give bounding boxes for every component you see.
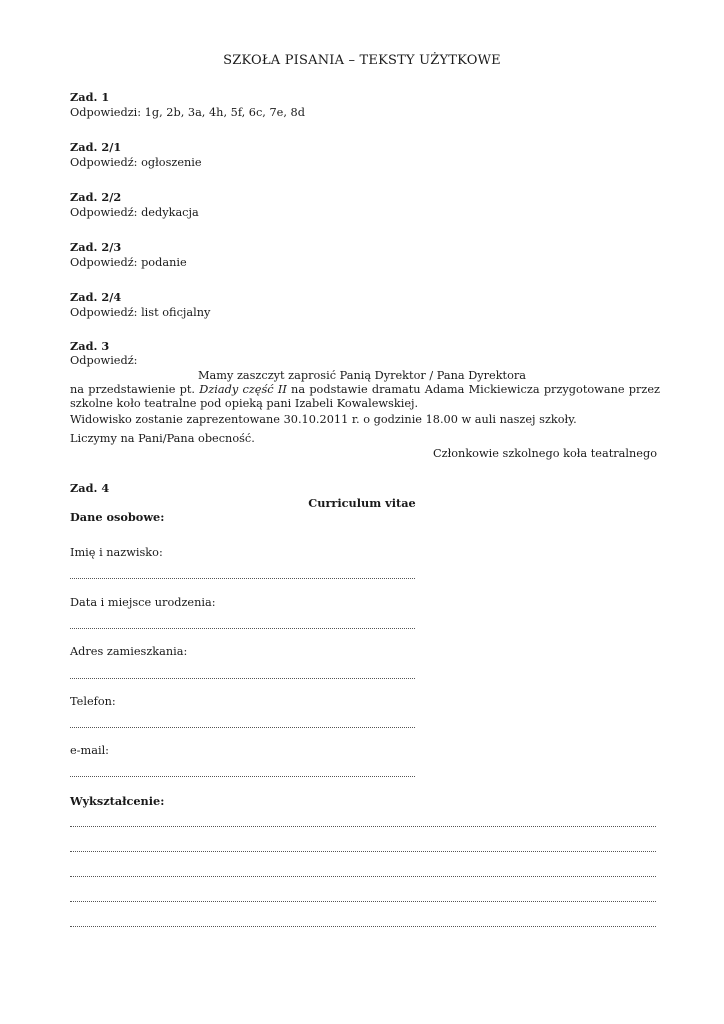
invitation-paragraph-after: na podstawie dramatu Adama Mickiewicza przygotowane przez szkolne koło teatralne pod opieką pani Izabeli Kowalewskiej. xyxy=(70,383,661,410)
invitation-paragraph-before: na przedstawienie pt. xyxy=(70,383,200,396)
cv-heading: Curriculum vitae xyxy=(308,496,416,510)
field-name-label: Imię i nazwisko: xyxy=(70,546,163,559)
section-personal-data: Dane osobowe: xyxy=(70,510,165,524)
field-phone-label: Telefon: xyxy=(70,695,116,708)
field-birth-line[interactable] xyxy=(70,628,415,629)
field-email-line[interactable] xyxy=(70,776,415,777)
task-2-2-answer: Odpowiedź: dedykacja xyxy=(70,206,199,219)
education-line[interactable] xyxy=(70,851,656,852)
field-address-line[interactable] xyxy=(70,678,415,679)
task-3-answer-label: Odpowiedź: xyxy=(70,354,138,367)
task-2-2-label: Zad. 2/2 xyxy=(70,190,122,204)
page-title: SZKOŁA PISANIA – TEKSTY UŻYTKOWE xyxy=(223,53,501,68)
field-phone-line[interactable] xyxy=(70,727,415,728)
invitation-heading: Mamy zaszczyt zaprosić Panią Dyrektor / Pana Dyrektora xyxy=(197,369,527,382)
task-1-answer: Odpowiedzi: 1g, 2b, 3a, 4h, 5f, 6c, 7e, 8d xyxy=(70,106,305,119)
invitation-closing: Liczymy na Pani/Pana obecność. xyxy=(70,432,255,445)
task-2-1-label: Zad. 2/1 xyxy=(70,140,122,154)
task-2-4-label: Zad. 2/4 xyxy=(70,290,122,304)
education-line[interactable] xyxy=(70,826,656,827)
task-1-label: Zad. 1 xyxy=(70,90,110,104)
field-birth-label: Data i miejsce urodzenia: xyxy=(70,596,216,609)
task-4-label: Zad. 4 xyxy=(70,481,110,495)
task-2-3-answer: Odpowiedź: podanie xyxy=(70,256,187,269)
education-line[interactable] xyxy=(70,876,656,877)
task-2-1-answer: Odpowiedź: ogłoszenie xyxy=(70,156,202,169)
field-name-line[interactable] xyxy=(70,578,415,579)
task-2-3-label: Zad. 2/3 xyxy=(70,240,122,254)
education-line[interactable] xyxy=(70,901,656,902)
field-address-label: Adres zamieszkania: xyxy=(70,645,188,658)
education-line[interactable] xyxy=(70,926,656,927)
field-email-label: e-mail: xyxy=(70,744,109,757)
task-3-label: Zad. 3 xyxy=(70,339,110,353)
play-title: Dziady część II xyxy=(199,383,287,396)
invitation-signature: Członkowie szkolnego koła teatralnego xyxy=(432,447,657,460)
section-education: Wykształcenie: xyxy=(70,794,165,808)
task-2-4-answer: Odpowiedź: list oficjalny xyxy=(70,306,211,319)
invitation-paragraph xyxy=(70,383,660,410)
invitation-date-line: Widowisko zostanie zaprezentowane 30.10.2011 r. o godzinie 18.00 w auli naszej szkoły. xyxy=(70,413,577,426)
